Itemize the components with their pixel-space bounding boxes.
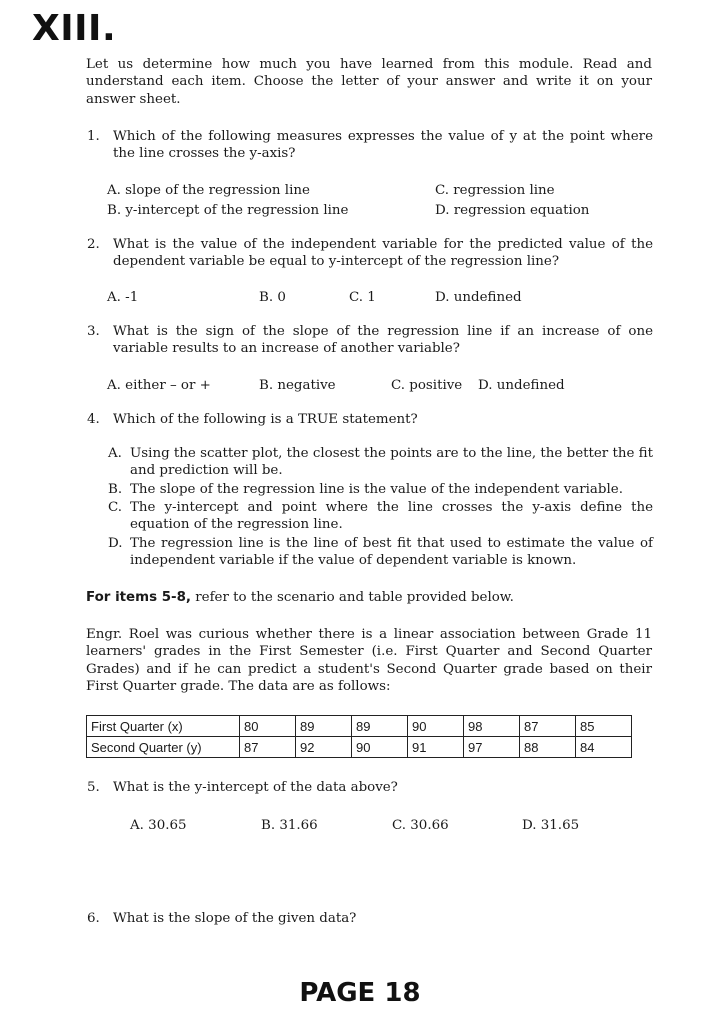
question-6-text: What is the slope of the given data? (113, 911, 357, 926)
table-cell: 98 (464, 716, 520, 737)
items-note-rest: refer to the scenario and table provided below. (191, 590, 514, 605)
question-2-text: What is the value of the independent variable for the predicted value of the dependent variable be equal to y-intercept of the regression line? (113, 237, 653, 270)
q2-option-a[interactable]: A. -1 (107, 290, 139, 305)
table-cell: 91 (408, 737, 464, 758)
items-note-bold: For items 5-8, (86, 590, 192, 605)
row-header-first-quarter: First Quarter (x) (87, 716, 240, 737)
q3-option-c[interactable]: C. positive (391, 378, 463, 393)
table-cell: 90 (408, 716, 464, 737)
question-6-number: 6. (87, 911, 100, 926)
q1-option-b[interactable]: B. y-intercept of the regression line (107, 203, 349, 218)
question-1 (87, 128, 653, 163)
instructions-paragraph: Let us determine how much you have learned from this module. Read and understand each item. Choose the letter of your answer and write it on your answer sheet. (86, 57, 652, 107)
table-cell: 87 (240, 737, 296, 758)
table-cell: 88 (520, 737, 576, 758)
question-5-text: What is the y-intercept of the data above? (113, 780, 398, 795)
q4-option-c[interactable] (108, 499, 653, 533)
section-heading: XIII. (32, 8, 117, 49)
question-6 (87, 910, 653, 927)
grades-table (86, 715, 632, 758)
question-1-text: Which of the following measures expresses the value of y at the point where the line crosses the y-axis? (113, 129, 653, 162)
q5-option-d[interactable]: D. 31.65 (522, 818, 580, 833)
q4-option-a-letter: A. (108, 446, 122, 461)
table-row-first-quarter (87, 716, 632, 737)
question-3 (87, 323, 653, 358)
question-5 (87, 779, 653, 796)
table-cell: 89 (352, 716, 408, 737)
q3-option-d[interactable]: D. undefined (478, 378, 565, 393)
question-3-text: What is the sign of the slope of the regression line if an increase of one variable results to an increase of another variable? (113, 324, 653, 357)
q3-option-b[interactable]: B. negative (259, 378, 336, 393)
question-4-text: Which of the following is a TRUE statement? (113, 412, 418, 427)
q2-option-d[interactable]: D. undefined (435, 290, 522, 305)
table-row-second-quarter (87, 737, 632, 758)
q2-option-b[interactable]: B. 0 (259, 290, 286, 305)
items-note (86, 589, 652, 606)
q4-option-c-text: The y-intercept and point where the line crosses the y-axis define the equation of the regression line. (130, 500, 653, 533)
question-3-number: 3. (87, 324, 100, 339)
table-cell: 87 (520, 716, 576, 737)
q4-option-b-text: The slope of the regression line is the value of the independent variable. (130, 482, 623, 497)
q4-option-d[interactable] (108, 535, 653, 569)
question-4 (87, 411, 653, 428)
table-cell: 97 (464, 737, 520, 758)
q4-option-d-text: The regression line is the line of best fit that used to estimate the value of independent variable if the value of dependent variable is known. (130, 536, 653, 569)
q5-option-a[interactable]: A. 30.65 (130, 818, 187, 833)
row-header-second-quarter: Second Quarter (y) (87, 737, 240, 758)
q4-option-c-letter: C. (108, 500, 123, 515)
page-number: PAGE 18 (299, 978, 421, 1008)
question-2 (87, 236, 653, 271)
table-cell: 92 (296, 737, 352, 758)
question-2-number: 2. (87, 237, 100, 252)
table-cell: 84 (576, 737, 632, 758)
table-cell: 89 (296, 716, 352, 737)
question-4-number: 4. (87, 412, 100, 427)
q3-option-a[interactable]: A. either – or + (107, 378, 211, 393)
question-1-number: 1. (87, 129, 100, 144)
table-cell: 80 (240, 716, 296, 737)
q4-option-a[interactable] (108, 445, 653, 479)
q5-option-b[interactable]: B. 31.66 (261, 818, 318, 833)
q1-option-a[interactable]: A. slope of the regression line (107, 183, 310, 198)
q4-option-a-text: Using the scatter plot, the closest the points are to the line, the better the fit and prediction will be. (130, 446, 653, 479)
table-cell: 90 (352, 737, 408, 758)
q2-option-c[interactable]: C. 1 (349, 290, 376, 305)
q1-option-c[interactable]: C. regression line (435, 183, 555, 198)
q4-option-d-letter: D. (108, 536, 123, 551)
table-cell: 85 (576, 716, 632, 737)
q4-option-b-letter: B. (108, 482, 123, 497)
q4-option-b[interactable] (108, 481, 653, 498)
q1-option-d[interactable]: D. regression equation (435, 203, 590, 218)
scenario-paragraph: Engr. Roel was curious whether there is a linear association between Grade 11 learners' grades in the First Semester (i.e. First Quarter and Second Quarter Grades) and if he can predict a student's Second Quarter grade based on their First Quarter grade. The data are as follows: (86, 627, 652, 695)
question-5-number: 5. (87, 780, 100, 795)
q5-option-c[interactable]: C. 30.66 (392, 818, 449, 833)
